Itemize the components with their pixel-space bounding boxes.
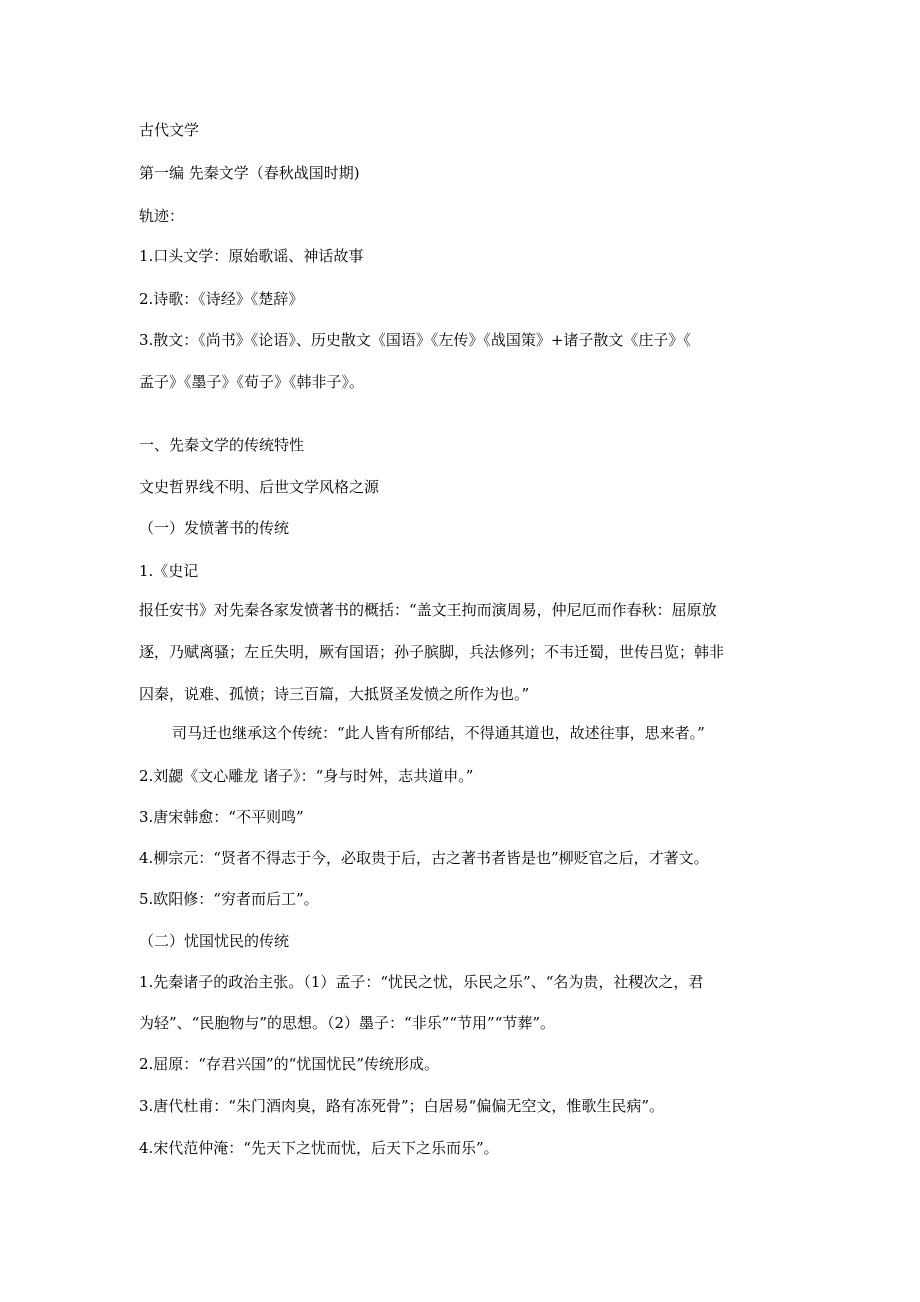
text-line: 孟子》《墨子》《荀子》《韩非子》。	[139, 373, 365, 391]
list-item: 2.诗歌：《诗经》《楚辞》	[139, 290, 304, 308]
paragraph-line: 逐，乃赋离骚；左丘失明，厥有国语；孙子膑脚，兵法修列；不韦迁蜀，世传吕览；韩非	[139, 643, 725, 661]
paragraph-line: 囚秦，说难、孤愤；诗三百篇，大抵贤圣发愤之所作为也。”	[139, 685, 530, 703]
paragraph-line: 司马迁也继承这个传统：“此人皆有所郁结，不得通其道也，故述往事，思来者。”	[172, 724, 705, 742]
text-line: 轨迹：	[139, 207, 185, 225]
list-item: 4.柳宗元：“贤者不得志于今，必取贵于后，古之著书者皆是也”柳贬官之后，才著文。	[139, 849, 709, 867]
list-item: 3.唐宋韩愈：“不平则鸣”	[139, 808, 304, 826]
list-item: 5.欧阳修：“穷者而后工”。	[139, 890, 319, 908]
list-item: 3.唐代杜甫：“朱门酒肉臭，路有冻死骨”；白居易“偏偏无空文，惟歌生民病”。	[139, 1097, 664, 1115]
text-line: 文史哲界线不明、后世文学风格之源	[139, 478, 380, 496]
list-item: 2.屈原：“存君兴国”的“忧国忧民”传统形成。	[139, 1055, 439, 1073]
section-heading: 一、先秦文学的传统特性	[139, 436, 305, 454]
list-item: 3.散文：《尚书》《论语》、历史散文《国语》《左传》《战国策》+诸子散文《庄子》《	[139, 331, 691, 349]
paragraph-line: 报任安书》对先秦各家发愤著书的概括：“盖文王拘而演周易，仲尼厄而作春秋：屈原放	[139, 601, 717, 619]
subsection-heading: （一）发愤著书的传统	[139, 519, 290, 537]
list-item: 2.刘勰《文心雕龙 诸子》：“身与时舛，志共道申。”	[139, 767, 474, 785]
list-item: 4.宋代范仲淹：“先天下之忧而忧，后天下之乐而乐”。	[139, 1139, 499, 1157]
doc-title: 古代文学	[139, 121, 200, 139]
paragraph-line: 为轻”、“民胞物与”的思想。（2）墨子：“非乐”“节用”“节葬”。	[139, 1014, 556, 1032]
list-item: 1.先秦诸子的政治主张。（1）孟子：“忧民之忧，乐民之乐”、“名为贵，社稷次之，君	[139, 973, 704, 991]
list-item: 1.口头文学：原始歌谣、神话故事	[139, 247, 364, 265]
subsection-heading: （二）忧国忧民的传统	[139, 932, 290, 950]
section-heading: 第一编 先秦文学（春秋战国时期)	[139, 164, 360, 182]
list-item: 1.《史记	[139, 562, 199, 580]
